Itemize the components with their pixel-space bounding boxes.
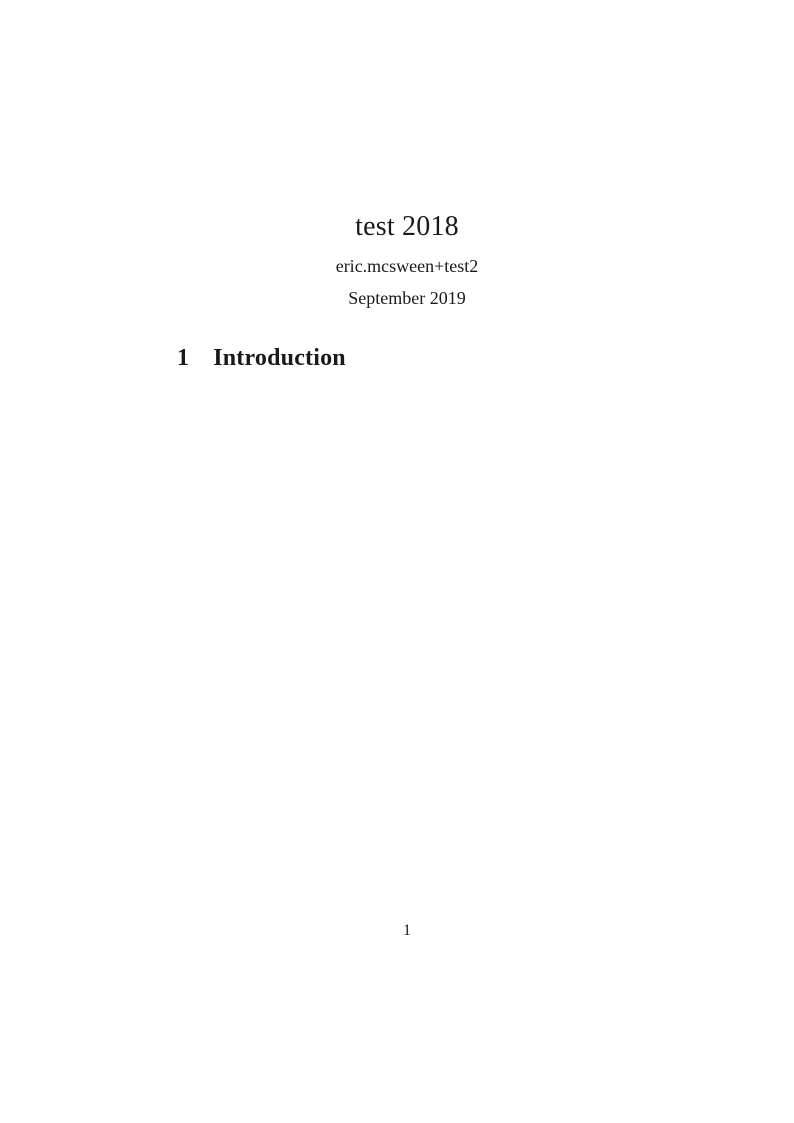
section-number: 1 (177, 345, 190, 371)
section-title: Introduction (213, 345, 346, 371)
page-number: 1 (403, 922, 411, 939)
document-content (177, 0, 637, 1123)
document-author: eric.mcsween+test2 (335, 256, 479, 276)
document-title: test 2018 (355, 211, 459, 242)
section-heading (177, 346, 346, 370)
document-date: September 2019 (348, 288, 466, 308)
